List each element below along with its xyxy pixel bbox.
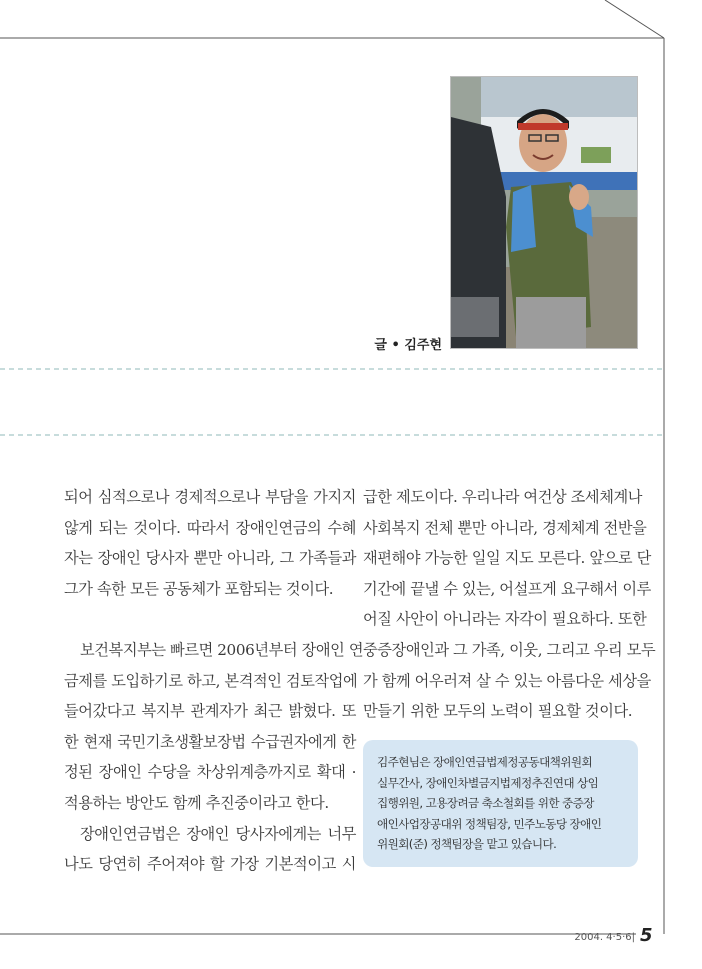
article-column-right — [363, 482, 656, 727]
text-line: 중증장애인과 그 가족, 이웃, 그리고 우리 모두 — [363, 640, 656, 659]
text-line: 들어갔다고 복지부 관계자가 최근 밝혔다. 또 — [64, 702, 356, 721]
text-line: 그가 속한 모든 공동체가 포함되는 것이다. — [64, 579, 334, 598]
text-line: 금제를 도입하기로 하고, 본격적인 검토작업에 — [64, 671, 358, 690]
author-photo — [450, 76, 638, 349]
bio-line: 집행위원, 고용장려금 축소철회를 위한 중증장 — [377, 796, 594, 810]
author-bio-box — [363, 740, 638, 867]
paragraph — [363, 482, 656, 727]
text-line: 나도 당연히 주어져야 할 가장 기본적이고 시 — [64, 855, 356, 874]
fold-corner-line — [605, 0, 664, 38]
paragraph — [64, 482, 356, 604]
text-line: 가 함께 어우러져 살 수 있는 아름다운 세상을 — [363, 671, 651, 690]
article-column-left — [64, 482, 364, 880]
text-line: 급한 제도이다. 우리나라 여건상 조세체계나 — [363, 488, 643, 506]
page-number: 5 — [640, 925, 653, 946]
text-line: 않게 되는 것이다. 따라서 장애인연금의 수혜 — [64, 518, 356, 537]
text-line: 자는 장애인 당사자 뿐만 아니라, 그 가족들과 — [64, 549, 356, 568]
text-line: 되어 심적으로나 경제적으로나 부담을 가지지 — [64, 488, 356, 506]
text-line: 한 현재 국민기초생활보장법 수급권자에게 한 — [64, 732, 356, 751]
text-line: 어질 사안이 아니라는 자각이 필요하다. 또한 — [363, 610, 647, 629]
text-line: 사회복지 전체 뿐만 아니라, 경제체계 전반을 — [363, 518, 647, 537]
text-line: 기간에 끝낼 수 있는, 어설프게 요구해서 이루 — [363, 579, 651, 598]
text-line: 장애인연금법은 장애인 당사자에게는 너무 — [80, 824, 356, 843]
bio-line: 애인사업장공대위 정책팀장, 민주노동당 장애인 — [377, 816, 602, 831]
text-line: 만들기 위한 모두의 노력이 필요할 것이다. — [363, 702, 633, 721]
text-line: 재편해야 가능한 일일 지도 모른다. 앞으로 단 — [363, 549, 651, 568]
bio-line: 실무간사, 장애인차별금지법제정추진연대 상임 — [377, 775, 599, 790]
issue-date: 2004. 4·5·6| — [574, 932, 635, 943]
bio-line: 위원회(준) 정책팀장을 맡고 있습니다. — [377, 837, 557, 851]
byline: 글 • 김주현 — [374, 338, 442, 353]
text-line: 적용하는 방안도 함께 추진중이라고 한다. — [64, 793, 329, 812]
paragraph — [64, 635, 364, 819]
bio-line: 김주현님은 장애인연급법제정공동대책위원회 — [377, 755, 593, 769]
paragraph — [64, 819, 356, 880]
text-line: 정된 장애인 수당을 차상위계층까지로 확대 · — [64, 763, 356, 782]
text-line: 보건복지부는 빠르면 2006년부터 장애인 연 — [80, 640, 364, 659]
